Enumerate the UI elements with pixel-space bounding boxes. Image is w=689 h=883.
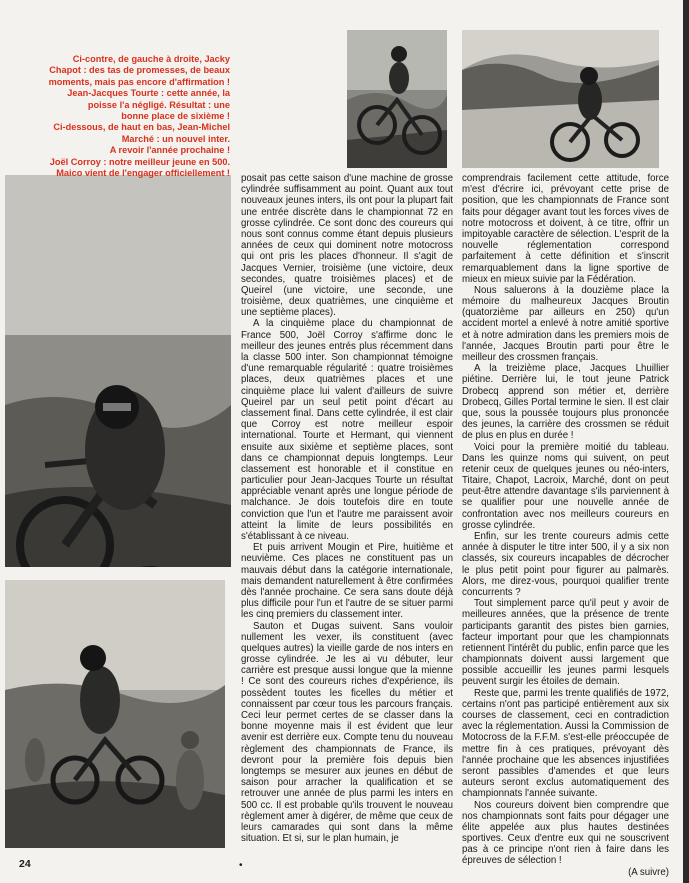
paragraph: Nos coureurs doivent bien comprendre que nos championnats sont faits pour dégager une élite appelée aux plus hautes destinées sportives. Ceux d'entre eux qui ne souscrivent pas à ce principe n'ont rien à faire dans les épreuves de sélection ! [462, 799, 669, 867]
paragraph: Enfin, sur les trente coureurs admis cette année à disputer le titre inter 500, il y a six non classés, six coureurs incapables de décrocher le plus petit point pour figurer au palmarès. Alors, me direz-vous, pourquoi qualifier trente concurrents ? [462, 531, 669, 598]
paragraph: comprendrais facilement cette attitude, force m'est d'écrire ici, prévoyant cette prise de position, que les championnats de France sont faits pour dégager avant tout les forces vives de notre motocross et doivent, à ce titre, offrir un impitoyable caractère de sélection. L'esprit de la nouvelle réglementation correspond parfaitement à cette définition et s'inscrit remarquablement dans la ligne sportive de mieux en mieux suivie par la Fédération. [462, 173, 669, 285]
paragraph: Et puis arrivent Mougin et Pire, huitième et neuvième. Ces places ne constituent pas un mauvais début dans la catégorie internationale, mais demandent naturellement à être confirmées dès l'année prochaine. Ce sera sans doute déjà plus difficile pour l'un et l'autre de se situer parmi les cinq premiers du classement inter. [241, 542, 453, 621]
photo-caption [30, 54, 230, 179]
paragraph: Nous saluerons à la douzième place la mémoire du malheureux Jacques Broutin (quatorzième par ailleurs en 250) qu'un accident mortel a enlevé à notre amitié sportive et à notre admiration dans les premiers mois de l'année, Jacques Broutin parti pour être le meilleur des crossmen français. [462, 284, 669, 363]
caption-line: Ci-dessous, de haut en bas, Jean-Michel [53, 122, 230, 133]
paragraph: A la treizième place, Jacques Lhuillier piétine. Derrière lui, le tout jeune Patrick Drobecq apprend son métier et, derrière Drobecq, Gilles Portal termine le sien. Il est clair que, sous la poussée toujours plus prononcée des jeunes, la carrière des crossmen se réduit de plus en plus en durée ! [462, 363, 669, 442]
caption-line: moments, mais pas encore d'affirmation ! [48, 76, 230, 87]
edge-strip [683, 0, 689, 883]
caption-line: Joël Corroy : notre meilleur jeune en 500. [49, 156, 230, 167]
paragraph: Voici pour la première moitié du tableau. Dans les quinze noms qui suivent, on peut retenir ceux de quelques jeunes ou néo-inters, Titaire, Chapot, Lacroix, Marché, dont on peut peut-être attendre davantage s'ils parviennent à se qualifier pour une nouvelle année de confrontation avec nos meilleurs coureurs en grosse cylindrée. [462, 441, 669, 531]
caption-line: Jean-Jacques Tourte : cette année, la [67, 88, 230, 99]
page-number: 24 [19, 858, 31, 870]
paragraph: Sauton et Dugas suivent. Sans vouloir nullement les vexer, ils constituent (avec quelques autres) la vieille garde de nos inters en grosse cylindrée. Je les ai vu débuter, leur carrière est presque aussi longue que la mienne ! Ce sont des coureurs riches d'expérience, ils possèdent toutes les ficelles du métier et connaissent par cœur tous les parcours français. Ceci leur permet certes de se classer dans la bonne moyenne mais il est évident que leur avenir est derrière eux. Compte tenu du nouveau règlement des championnats de France, ils devront pour la première fois depuis bien longtemps se mesurer aux jeunes en début de saison pour arracher la qualification et se retrouver une année de plus parmi les inters en 500 cc. Il est probable qu'ils trouvent le nouveau règlement amer à digérer, de même que ceux de leurs camarades qui sont dans la même situation. Et si, sur le plan humain, je [241, 620, 453, 845]
paragraph: Reste que, parmi les trente qualifiés de 1972, certains n'ont pas participé entièrement aux six courses de classement, ceci en contradiction avec la réglementation. Aussi la Commission de Motocross de la F.F.M. s'est-elle préoccupée de mettre fin à ces pratiques, prévoyant dès l'année prochaine que les absences injustifiées seront passibles d'amendes et que leurs auteurs seront exclus automatiquement des championnats l'année suivante. [462, 687, 669, 800]
caption-line: Marché : un nouvel inter. [121, 133, 230, 144]
footer-mark: • [239, 860, 243, 871]
paragraph: Tout simplement parce qu'il peut y avoir de meilleures années, que la présence de trente participants garantit des pistes bien garnies, facteur important pour que les championnats retiennent l'intérêt du public, enfin parce que les championnats doivent aussi largement que possible accueillir les jeunes parmi lesquels peuvent surgir les étoiles de demain. [462, 598, 669, 688]
caption-line: Ci-contre, de gauche à droite, Jacky [72, 54, 230, 64]
caption-line: A revoir l'année prochaine ! [109, 145, 230, 156]
article-column-2 [462, 173, 669, 878]
photo-rider-top-middle [347, 30, 447, 168]
caption-line: Chapot : des tas de promesses, de beaux [49, 65, 230, 76]
photo-rider-left-large [5, 175, 231, 567]
paragraph: A la cinquième place du championnat de France 500, Joël Corroy s'affirme donc le meilleur des jeunes entrés plus récemment dans la classe 500 inter. Son championnat témoigne d'une remarquable régularité : quatre troisièmes places, deux quatrièmes places et une cinquième place lui valent d'ailleurs de suivre Queirel par un seul petit point d'écart au classement final. Dans cette cylindrée, il est clair que Corroy est notre meilleur espoir international. Tourte et Hermant, qui viennent ensuite aux sixième et septième places, sont dans ce championnat depuis longtemps. Leur classement est honorable et il constitue en particulier pour Jean-Jacques Tourte un résultat appréciable venant après une longue période de malchance. Je dois toutefois dire en toute conviction que l'un et l'autre me paraissent avoir atteint la limite de leurs possibilités en s'établissant à ce niveau. [241, 318, 453, 542]
paragraph: posait pas cette saison d'une machine de grosse cylindrée suffisamment au point. Quant aux tout nouveaux jeunes inters, ils ont pour la plupart fait une entrée discrète dans le championnat 72 en grosse cylindrée. Ce sont donc des coureurs qui nous sont connus comme étant depuis plusieurs années de ceux qui dominent notre motocross qui ont pris les places d'honneur. Il s'agit de Jacques Vernier, troisième (une victoire, deux secondes, quatre troisièmes places) et de Queirel (une victoire, une seconde, une troisième, deux quatrièmes, une cinquième et une septième places). [241, 173, 453, 319]
caption-line: bonne place de sixième ! [121, 111, 230, 122]
signoff: (A suivre) [628, 866, 669, 878]
caption-line: poisse l'a négligé. Résultat : une [87, 99, 230, 110]
article-column-1 [241, 173, 453, 844]
photo-rider-left-lower [5, 580, 225, 848]
photo-rider-top-right [462, 30, 659, 168]
caption-line: Maico vient de l'engager officiellement ! [56, 168, 230, 179]
